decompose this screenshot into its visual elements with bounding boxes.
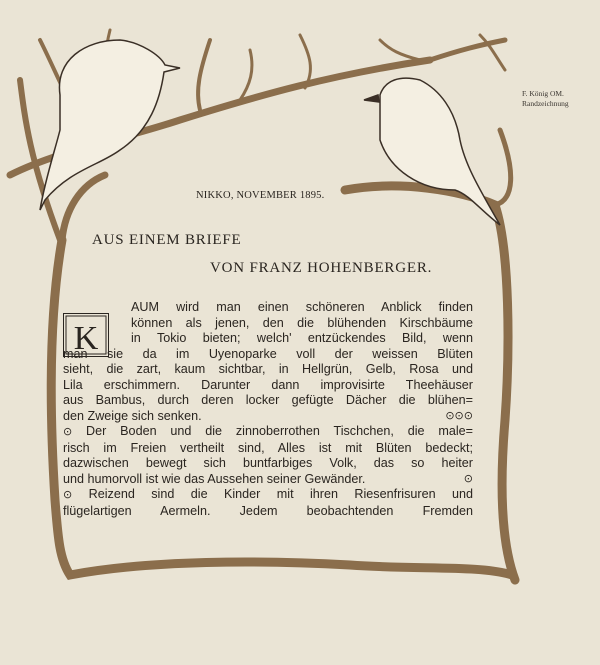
body-line <box>63 424 473 441</box>
body-line: dazwischen bewegt sich buntfarbiges Volk, das so heiter <box>63 456 473 470</box>
body-line-text: und humorvoll ist wie das Aussehen seiner Gewänder. <box>63 471 366 486</box>
body-line: können als jenen, den die blühenden Kirschbäume <box>131 315 473 330</box>
body-line: aus Bambus, durch deren locker gefügte Dächer die blühen= <box>63 393 473 407</box>
section-ornament: ⊙⊙⊙ <box>445 409 473 422</box>
credit-artist: F. König OM. <box>522 89 564 98</box>
article-title: AUS EINEM BRIEFE <box>92 232 242 248</box>
body-line: risch im Freien vertheilt sind, Alles ist mit Blüten bedeckt; <box>63 440 473 455</box>
paragraph-ornament: ⊙ <box>63 489 73 501</box>
body-line <box>63 472 473 488</box>
paragraph-ornament: ⊙ <box>63 426 73 438</box>
paragraph-ornament: ⊙ <box>463 472 473 485</box>
body-line: in Tokio bieten; welch' entzückendes Bild, wenn <box>131 331 473 345</box>
article-author: VON FRANZ HOHENBERGER. <box>210 260 433 276</box>
body-line-text: Reizend sind die Kinder mit ihren Riesenfrisuren und <box>88 487 474 501</box>
body-line <box>63 487 473 504</box>
credit-caption: Randzeichnung <box>522 99 569 108</box>
illustration-credit <box>522 89 569 109</box>
drop-cap-letter: K <box>73 320 99 357</box>
body-line-text: den Zweige sich senken. <box>63 408 202 423</box>
body-line: flügelartigen Aermeln. Jedem beobachtenden Fremden <box>63 503 473 518</box>
body-line: AUM wird man einen schöneren Anblick finden <box>131 300 473 314</box>
body-line <box>63 409 473 425</box>
body-line: man sie da im Uyenoparke voll der weissen Blüten <box>63 346 473 361</box>
dateline: NIKKO, NOVEMBER 1895. <box>196 190 325 201</box>
article-body <box>63 300 473 519</box>
body-line-text: Der Boden und die zinnoberrothen Tischchen, die male= <box>86 424 473 438</box>
body-line: sieht, die zart, kaum sichtbar, in Hellgrün, Gelb, Rosa und <box>63 362 473 376</box>
body-line: Lila erschimmern. Darunter dann improvisirte Theehäuser <box>63 377 473 392</box>
